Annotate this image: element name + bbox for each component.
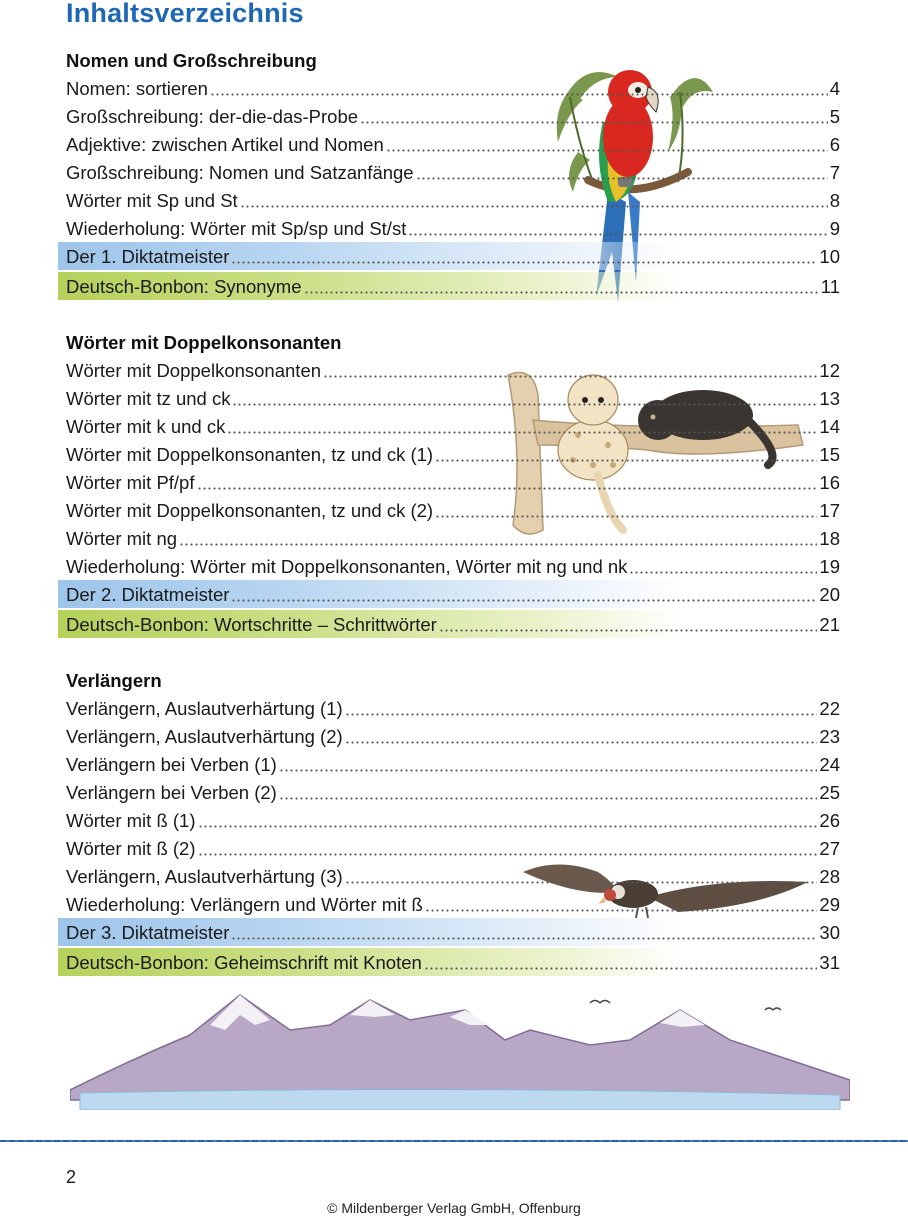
dot-leader <box>386 149 828 152</box>
dot-leader <box>435 459 817 462</box>
toc-entry-page: 4 <box>829 78 840 99</box>
toc-entry-page: 24 <box>819 754 840 775</box>
dot-leader <box>210 93 828 96</box>
toc-entry-label: Der 3. Diktatmeister <box>66 922 230 943</box>
dot-leader <box>279 797 818 800</box>
toc-entry-page: 31 <box>819 952 840 973</box>
toc-entry-page: 9 <box>829 218 840 239</box>
toc-entry-page: 26 <box>819 810 840 831</box>
toc-entry-page: 19 <box>819 556 840 577</box>
dot-leader <box>345 713 818 716</box>
toc-entry-label: Deutsch-Bonbon: Synonyme <box>66 276 302 297</box>
toc-entry-label: Deutsch-Bonbon: Wortschritte – Schrittwörter <box>66 614 437 635</box>
toc-entry[interactable] <box>58 862 840 890</box>
dot-leader <box>240 205 828 208</box>
toc-entry-label: Deutsch-Bonbon: Geheimschrift mit Knoten <box>66 952 422 973</box>
toc-entry[interactable] <box>58 496 840 524</box>
toc-entry-label: Großschreibung: Nomen und Satzanfänge <box>66 162 414 183</box>
footer-divider <box>0 1140 908 1142</box>
toc-entry-diktatmeister[interactable] <box>58 918 840 946</box>
toc-entry-page: 12 <box>819 360 840 381</box>
toc-entry-page: 10 <box>819 246 840 267</box>
dot-leader <box>227 431 817 434</box>
toc-entry[interactable] <box>58 806 840 834</box>
toc-entry-label: Verlängern, Auslautverhärtung (3) <box>66 866 343 887</box>
toc-entry-page: 30 <box>819 922 840 943</box>
toc-entry-page: 22 <box>819 698 840 719</box>
dot-leader <box>425 909 818 912</box>
toc-entry-page: 11 <box>820 276 840 297</box>
toc-entry[interactable] <box>58 356 840 384</box>
toc-entry-page: 5 <box>829 106 840 127</box>
toc-entry-bonbon[interactable] <box>58 948 840 976</box>
toc-entry-page: 8 <box>829 190 840 211</box>
dot-leader <box>416 177 828 180</box>
toc-entry[interactable] <box>58 186 840 214</box>
dot-leader <box>231 261 817 264</box>
toc-entry[interactable] <box>58 524 840 552</box>
dot-leader <box>345 741 818 744</box>
toc-entry[interactable] <box>58 214 840 242</box>
toc-entry[interactable] <box>58 130 840 158</box>
toc-entry[interactable] <box>58 694 840 722</box>
toc-entry[interactable] <box>58 552 840 580</box>
toc-entry-page: 16 <box>819 472 840 493</box>
dot-leader <box>231 599 817 602</box>
toc-entry-label: Wörter mit ß (1) <box>66 810 196 831</box>
toc-entry-page: 29 <box>819 894 840 915</box>
copyright-notice: © Mildenberger Verlag GmbH, Offenburg <box>327 1200 581 1216</box>
toc-entry-label: Wörter mit Pf/pf <box>66 472 195 493</box>
toc-entry-label: Verlängern, Auslautverhärtung (1) <box>66 698 343 719</box>
toc-entry-page: 25 <box>819 782 840 803</box>
dot-leader <box>424 967 818 970</box>
mountains-illustration <box>70 985 850 1110</box>
toc-entry-label: Wörter mit tz und ck <box>66 388 231 409</box>
toc-entry[interactable] <box>58 750 840 778</box>
toc-entry-label: Wörter mit ß (2) <box>66 838 196 859</box>
toc-entry[interactable] <box>58 890 840 918</box>
dot-leader <box>304 291 819 294</box>
toc-entry-label: Wörter mit Sp und St <box>66 190 238 211</box>
dot-leader <box>345 881 818 884</box>
toc-entry-label: Wörter mit ng <box>66 528 178 549</box>
toc-entry[interactable] <box>58 440 840 468</box>
toc-entry-label: Wörter mit k und ck <box>66 416 226 437</box>
dot-leader <box>179 543 817 546</box>
toc-entry-page: 14 <box>819 416 840 437</box>
dot-leader <box>231 937 817 940</box>
toc-entry-page: 17 <box>819 500 840 521</box>
toc-entry-page: 15 <box>819 444 840 465</box>
toc-entry[interactable] <box>58 722 840 750</box>
toc-entry[interactable] <box>58 412 840 440</box>
dot-leader <box>232 403 817 406</box>
toc-entry[interactable] <box>58 384 840 412</box>
toc-entry-page: 28 <box>819 866 840 887</box>
dot-leader <box>408 233 827 236</box>
toc-entry[interactable] <box>58 834 840 862</box>
toc-entry[interactable] <box>58 74 840 102</box>
toc-entry-label: Der 1. Diktatmeister <box>66 246 230 267</box>
section-heading-verlaengern: Verlängern <box>66 670 162 691</box>
toc-entry[interactable] <box>58 102 840 130</box>
toc-entry[interactable] <box>58 778 840 806</box>
dot-leader <box>198 853 818 856</box>
page-number: 2 <box>66 1167 77 1187</box>
dot-leader <box>279 769 818 772</box>
toc-entry-label: Der 2. Diktatmeister <box>66 584 230 605</box>
toc-entry-page: 20 <box>819 584 840 605</box>
dot-leader <box>435 515 817 518</box>
toc-entry-diktatmeister[interactable] <box>58 242 840 270</box>
toc-entry-label: Wörter mit Doppelkonsonanten, tz und ck (2) <box>66 500 434 521</box>
toc-entry-page: 21 <box>819 614 840 635</box>
toc-entry-label: Großschreibung: der-die-das-Probe <box>66 106 359 127</box>
toc-entry-bonbon[interactable] <box>58 610 840 638</box>
toc-entry-label: Wörter mit Doppelkonsonanten <box>66 360 322 381</box>
toc-entry-label: Wiederholung: Verlängern und Wörter mit ß <box>66 894 423 915</box>
toc-entry[interactable] <box>58 158 840 186</box>
dot-leader <box>629 571 817 574</box>
toc-entry-label: Wiederholung: Wörter mit Doppelkonsonanten, Wörter mit ng und nk <box>66 556 628 577</box>
toc-entry-page: 23 <box>819 726 840 747</box>
toc-entry-page: 18 <box>819 528 840 549</box>
toc-entry-label: Verlängern bei Verben (1) <box>66 754 277 775</box>
toc-entry-label: Wörter mit Doppelkonsonanten, tz und ck (1) <box>66 444 434 465</box>
section-heading-doppelkonsonanten: Wörter mit Doppelkonsonanten <box>66 332 342 353</box>
dot-leader <box>198 825 818 828</box>
toc-entry-page: 13 <box>819 388 840 409</box>
dot-leader <box>323 375 817 378</box>
page-title: Inhaltsverzeichnis <box>66 0 304 28</box>
dot-leader <box>360 121 828 124</box>
toc-entry-page: 6 <box>829 134 840 155</box>
toc-entry-label: Nomen: sortieren <box>66 78 208 99</box>
dot-leader <box>197 487 818 490</box>
dot-leader <box>439 629 818 632</box>
toc-entry-label: Wiederholung: Wörter mit Sp/sp und St/st <box>66 218 407 239</box>
toc-entry-page: 7 <box>829 162 840 183</box>
toc-entry-page: 27 <box>819 838 840 859</box>
section-heading-nomen: Nomen und Großschreibung <box>66 50 317 71</box>
toc-entry[interactable] <box>58 468 840 496</box>
toc-entry-label: Verlängern bei Verben (2) <box>66 782 277 803</box>
toc-entry-diktatmeister[interactable] <box>58 580 840 608</box>
toc-entry-bonbon[interactable] <box>58 272 840 300</box>
toc-entry-label: Adjektive: zwischen Artikel und Nomen <box>66 134 384 155</box>
toc-entry-label: Verlängern, Auslautverhärtung (2) <box>66 726 343 747</box>
